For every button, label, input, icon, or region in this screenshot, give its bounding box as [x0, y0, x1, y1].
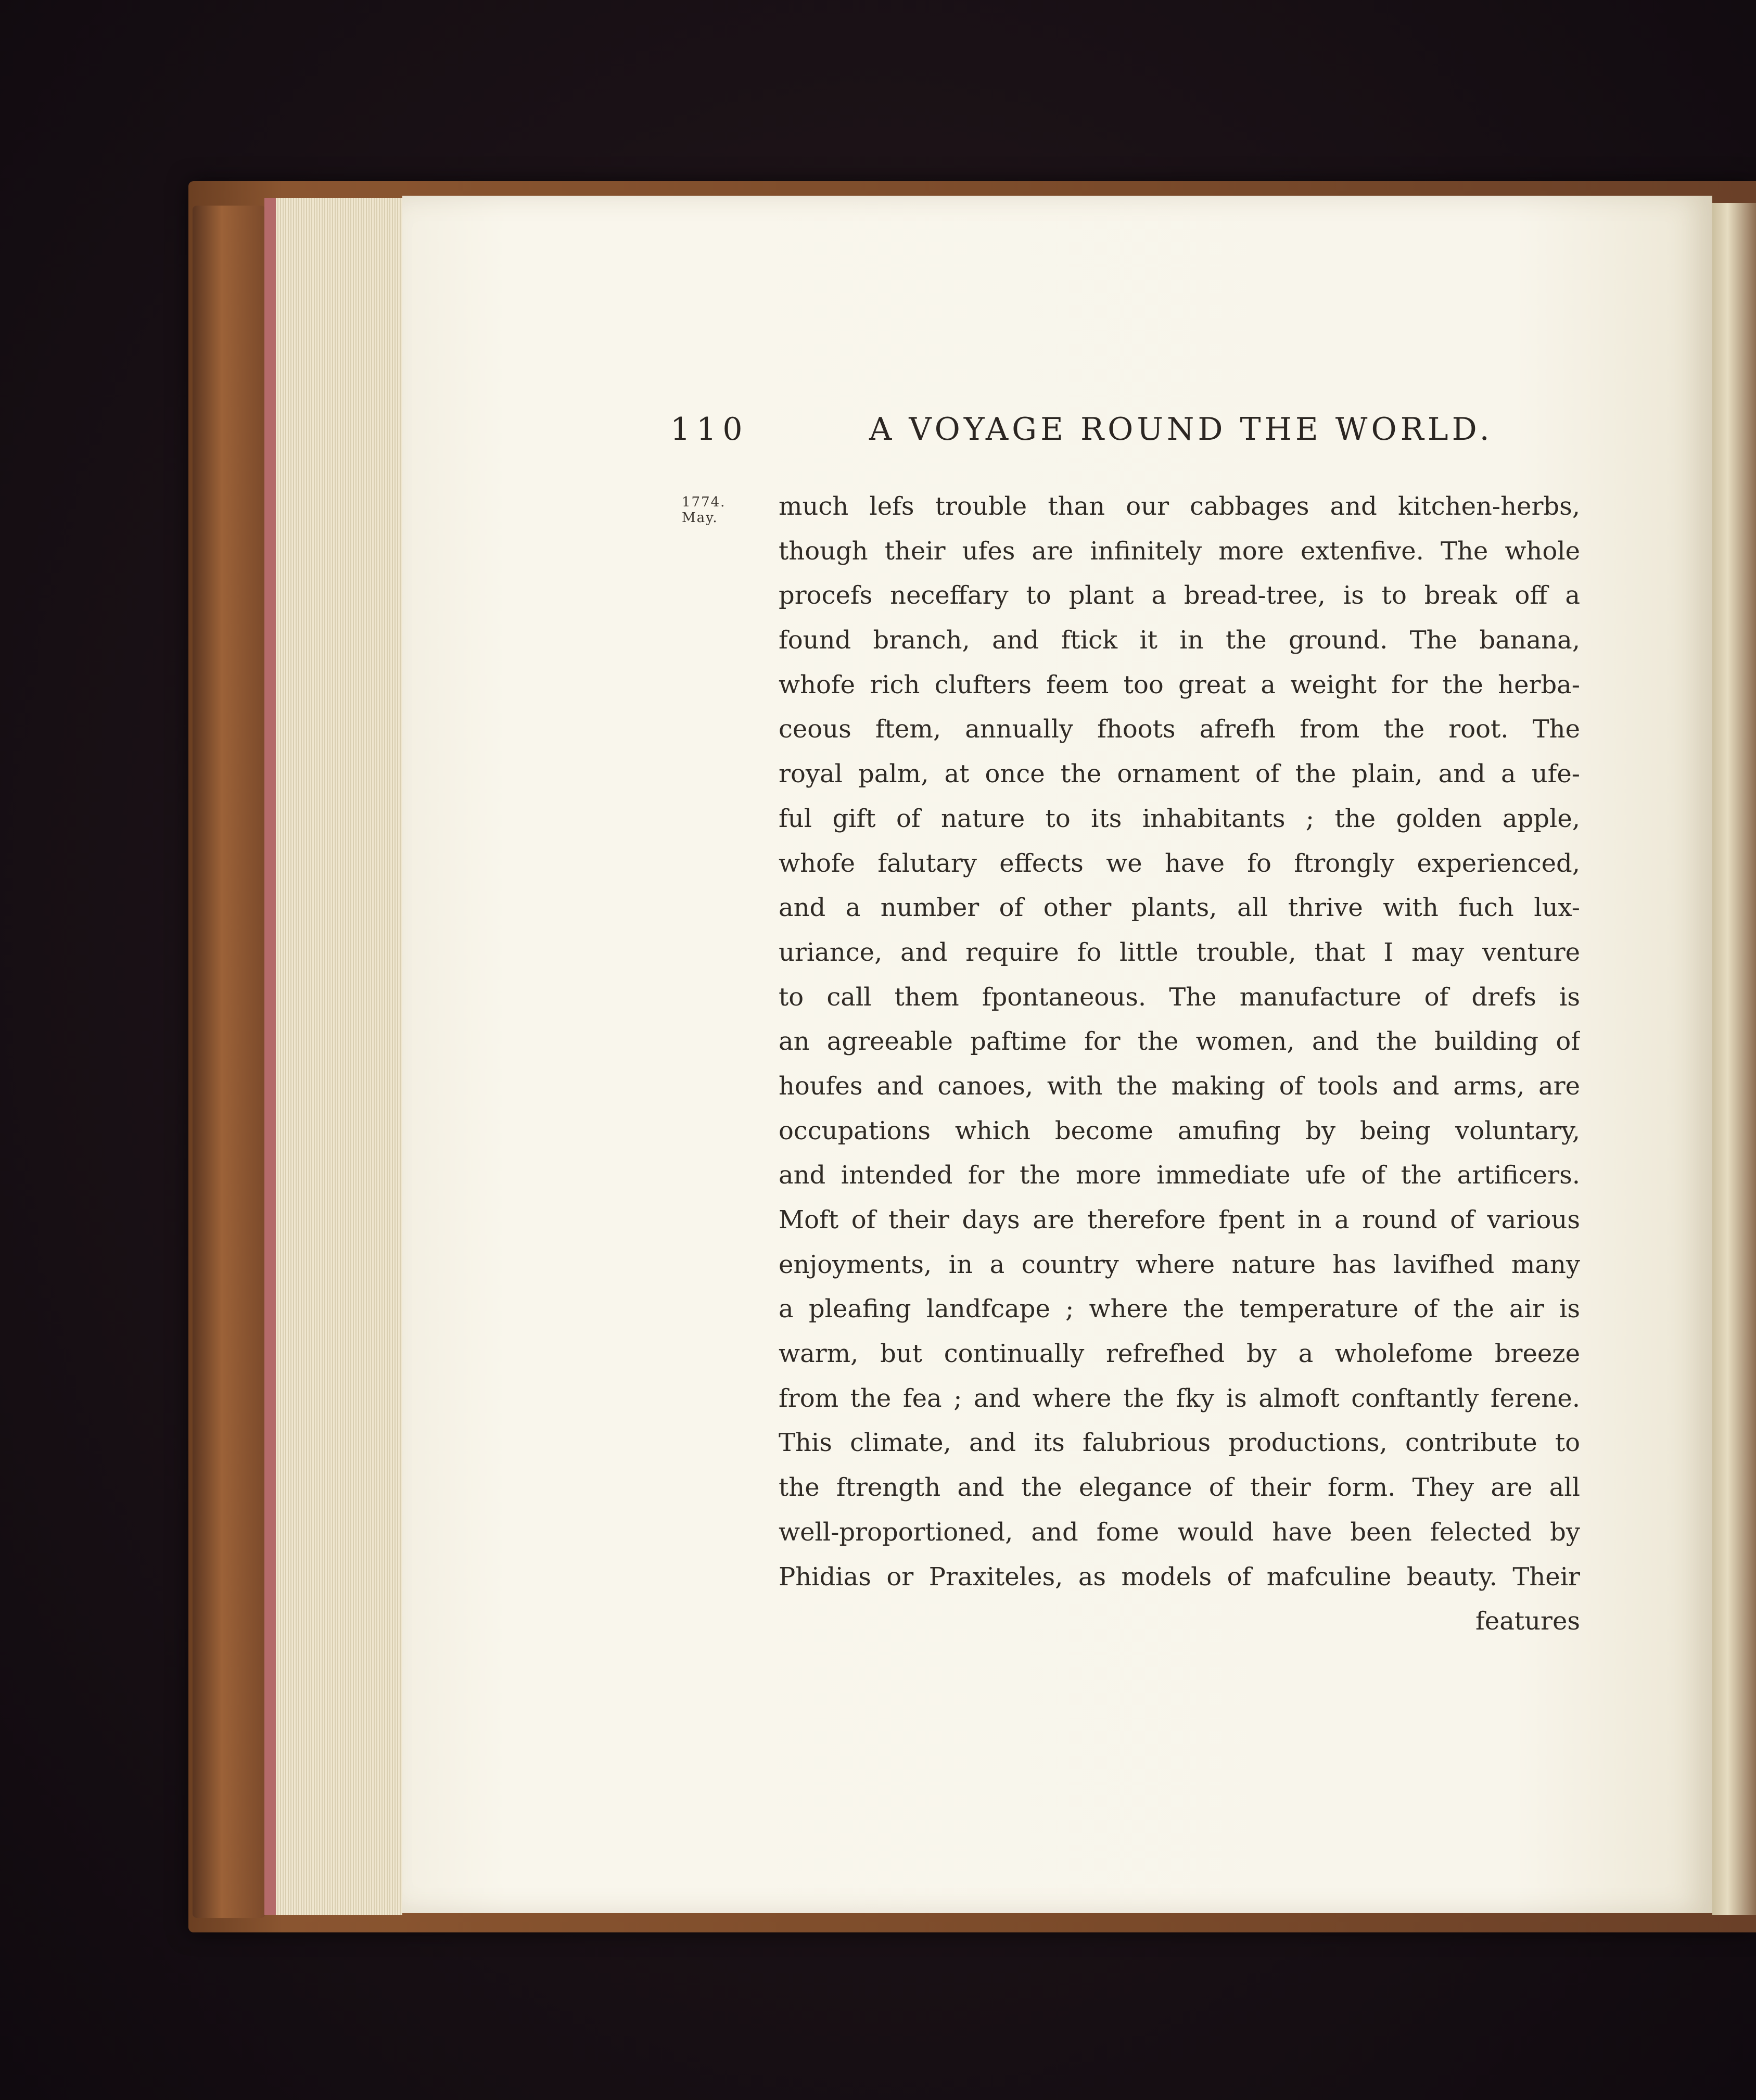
margin-month: May.	[682, 510, 718, 526]
text-line: uriance, and require fo little trouble, that I may venture	[779, 937, 1580, 967]
text-line: to call them fpontaneous. The manufacture of drefs is	[779, 982, 1580, 1012]
text-line: an agreeable paftime for the women, and the building of	[779, 1027, 1580, 1057]
page-number: 110	[670, 411, 749, 448]
text-line: royal palm, at once the ornament of the plain, and a ufe-	[779, 759, 1580, 789]
text-line: whofe rich clufters feem too great a weight for the herba-	[779, 670, 1580, 699]
text-line: ceous ftem, annually fhoots afrefh from the root. The	[779, 715, 1580, 744]
text-line: much lefs trouble than our cabbages and kitchen-herbs,	[779, 492, 1580, 521]
page-block-edges	[264, 198, 402, 1915]
margin-date-note	[682, 494, 755, 526]
text-line: whofe falutary effects we have fo ftrongly experienced,	[779, 848, 1580, 878]
spine-edge	[193, 206, 265, 1918]
text-line: though their ufes are infinitely more extenfive. The whole	[779, 536, 1580, 566]
catchword: features	[1475, 1607, 1580, 1636]
text-line: ful gift of nature to its inhabitants ; the golden apple,	[779, 804, 1580, 833]
text-line: enjoyments, in a country where nature has lavifhed many	[779, 1250, 1580, 1279]
text-line: found branch, and ftick it in the ground. The banana,	[779, 626, 1580, 655]
body-text	[779, 485, 1580, 1644]
text-line: Moft of their days are therefore fpent in a round of various	[779, 1205, 1580, 1234]
text-line: and a number of other plants, all thrive with fuch lux-	[779, 893, 1580, 923]
text-line: This climate, and its falubrious productions, contribute to	[779, 1428, 1580, 1458]
facing-page-edge	[1712, 203, 1756, 1915]
text-line: houfes and canoes, with the making of tools and arms, are	[779, 1071, 1580, 1101]
text-line: the ftrength and the elegance of their form. They are all	[779, 1473, 1580, 1503]
text-line: procefs neceffary to plant a bread-tree, is to break off a	[779, 581, 1580, 610]
text-line: from the fea ; and where the fky is almoft conftantly ferene.	[779, 1383, 1580, 1413]
running-title: A VOYAGE ROUND THE WORLD.	[869, 411, 1493, 448]
text-line: warm, but continually refrefhed by a wholefome breeze	[779, 1339, 1580, 1369]
text-line: well-proportioned, and fome would have been felected by	[779, 1517, 1580, 1547]
text-line: and intended for the more immediate ufe of the artificers.	[779, 1161, 1580, 1190]
text-line: a pleafing landfcape ; where the temperature of the air is	[779, 1294, 1580, 1324]
text-line: Phidias or Praxiteles, as models of mafculine beauty. Their	[779, 1562, 1580, 1592]
margin-year: 1774.	[682, 494, 726, 510]
text-line: occupations which become amufing by being voluntary,	[779, 1116, 1580, 1146]
